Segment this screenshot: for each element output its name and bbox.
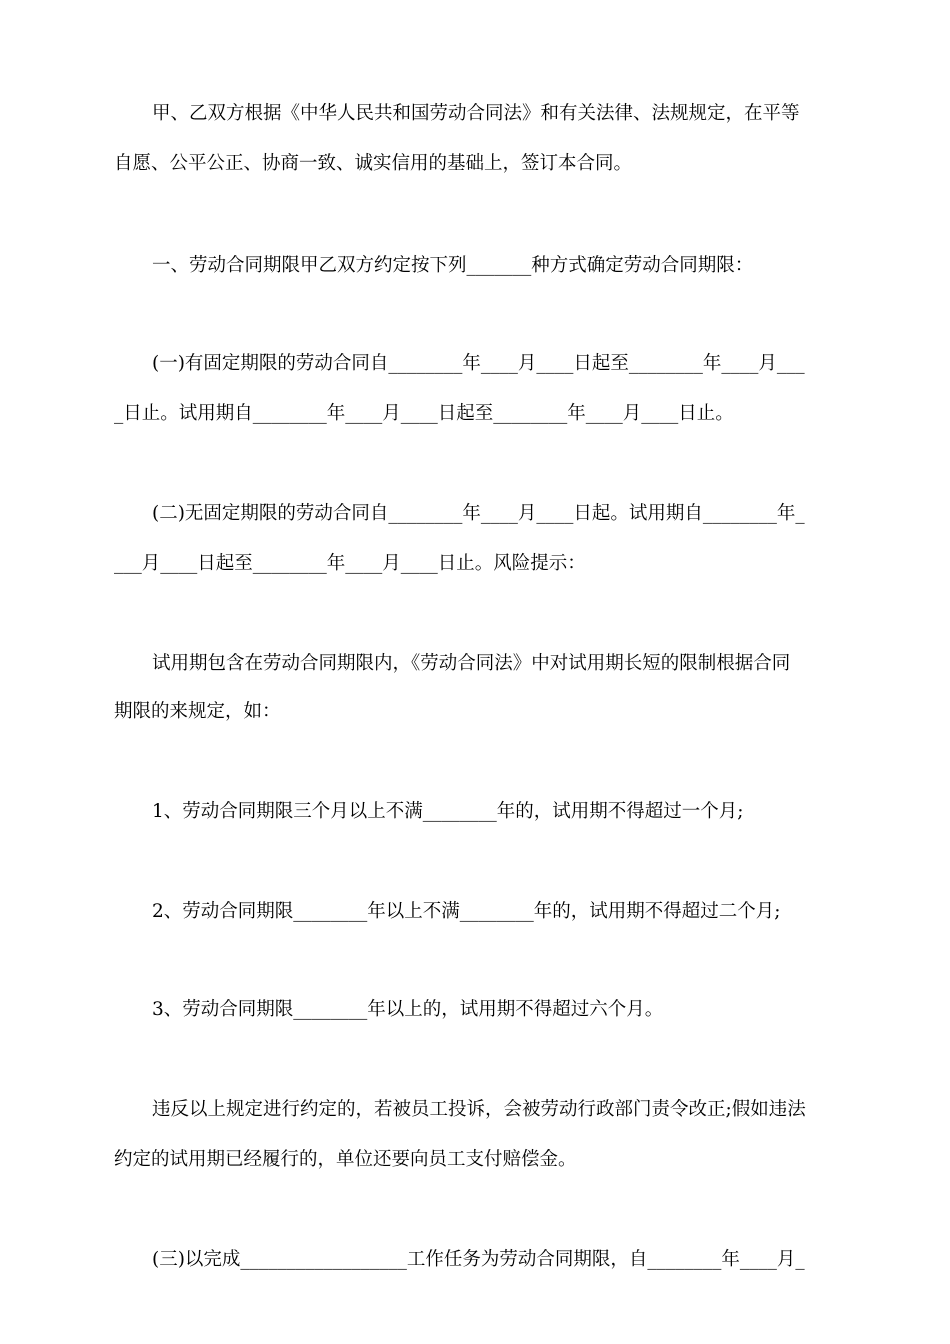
paragraph-6-line-1: 1、劳动合同期限三个月以上不满________年的，试用期不得超过一个月; [152,801,744,822]
paragraph-5-line-2: 期限的来规定，如： [114,701,281,722]
paragraph-10-line-1: (三)以完成__________________工作任务为劳动合同期限，自________年____月_ [152,1249,805,1270]
paragraph-7-line-1: 2、劳动合同期限________年以上不满________年的，试用期不得超过二个月; [152,901,781,922]
paragraph-1-line-1: 甲、乙双方根据《中华人民共和国劳动合同法》和有关法律、法规规定，在平等 [152,103,800,124]
paragraph-3-line-1: (一)有固定期限的劳动合同自________年____月____日起至________年____月___ [152,353,805,374]
paragraph-4-line-2: ___月____日起至________年____月____日止。风险提示： [114,553,586,574]
paragraph-4-line-1: (二)无固定期限的劳动合同自________年____月____日起。试用期自________年_ [152,503,805,524]
paragraph-5-line-1: 试用期包含在劳动合同期限内，《劳动合同法》中对试用期长短的限制根据合同 [152,653,791,674]
paragraph-3-line-2: _日止。试用期自________年____月____日起至________年____月____日止。 [114,403,734,424]
paragraph-2-line-1: 一、劳动合同期限甲乙双方约定按下列_______种方式确定劳动合同期限： [152,255,754,276]
paragraph-8-line-1: 3、劳动合同期限________年以上的，试用期不得超过六个月。 [152,999,664,1020]
paragraph-1-line-2: 自愿、公平公正、协商一致、诚实信用的基础上，签订本合同。 [114,153,633,174]
paragraph-9-line-1: 违反以上规定进行约定的，若被员工投诉，会被劳动行政部门责令改正;假如违法 [152,1099,806,1120]
paragraph-9-line-2: 约定的试用期已经履行的，单位还要向员工支付赔偿金。 [114,1149,577,1170]
